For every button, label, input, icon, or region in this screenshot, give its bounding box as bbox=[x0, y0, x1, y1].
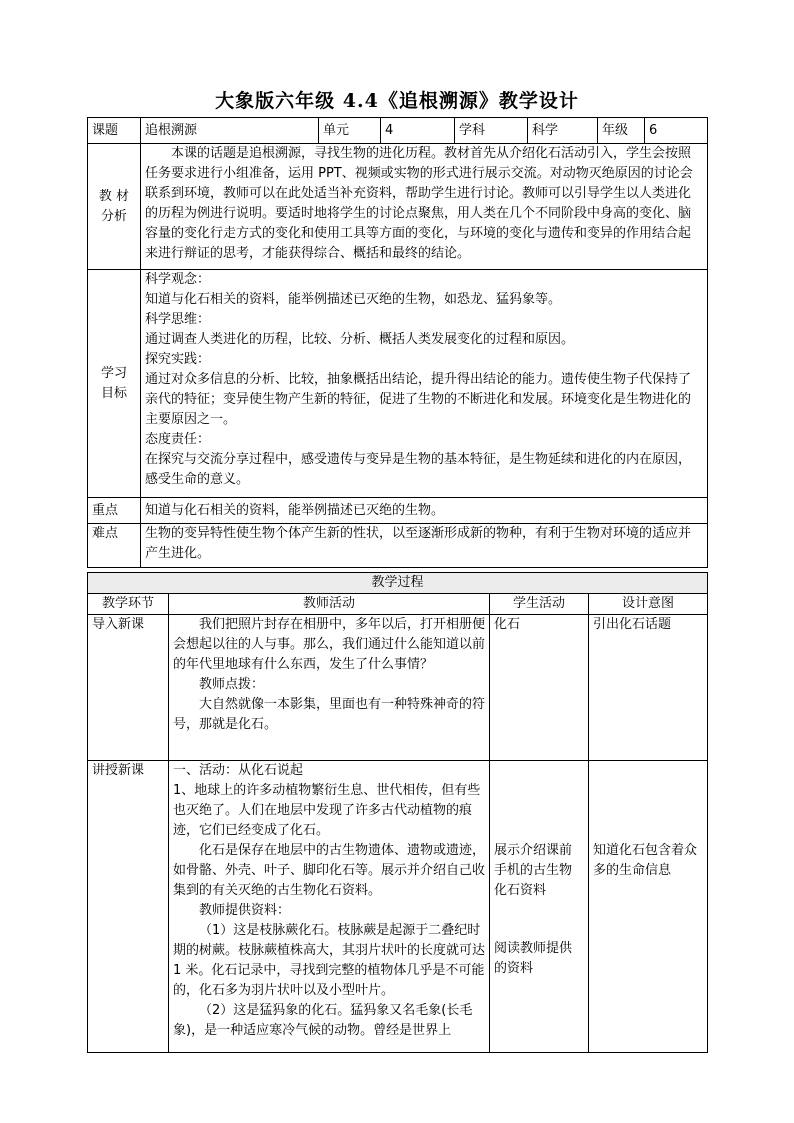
student-activity-new: 展示介绍课前手机的古生物化石资料 阅读教师提供的资料 bbox=[490, 761, 589, 1053]
subject-label: 学科 bbox=[455, 118, 528, 144]
process-table bbox=[87, 572, 708, 1053]
goals-content bbox=[141, 270, 708, 498]
design-intent-intro: 引出化石话题 bbox=[589, 615, 708, 761]
goal-line: 科学观念： bbox=[145, 272, 211, 287]
stage-intro: 导入新课 bbox=[88, 615, 169, 761]
goal-line: 通过对众多信息的分析、比较，抽象概括出结论，提升得出结论的能力。遗传使生物子代保持了亲代的特征；变异使生物产生新的特征，促进了生物的不断进化和发展。环境变化是生物进化的主要原因之一。 bbox=[145, 372, 692, 427]
goal-line: 科学思维： bbox=[145, 312, 211, 327]
stage-new: 讲授新课 bbox=[88, 761, 169, 1053]
difficulty-text: 生物的变异特性使生物个体产生新的性状，以至逐渐形成新的物种，有利于生物对环境的适应并产生进化。 bbox=[141, 524, 708, 568]
difficulty-label: 难点 bbox=[88, 524, 141, 568]
student-activity-intro: 化石 bbox=[490, 615, 589, 761]
grade-value: 6 bbox=[645, 118, 708, 144]
unit-value: 4 bbox=[381, 118, 455, 144]
goal-line: 通过调查人类进化的历程，比较、分析、概括人类发展变化的过程和原因。 bbox=[145, 332, 575, 347]
analysis-text: 本课的话题是追根溯源，寻找生物的进化历程。教材首先从介绍化石活动引入，学生会按照任务要求进行小组准备，运用 PPT、视频或实物的形式进行展示交流。对动物灭绝原因的讨论会联系到环境，教师可以在此处适当补充资料，帮助学生进行讨论。教师可以引导学生以人类进化的历程为例进行说明。要适时地将学生的讨论点聚焦，用人类在几个不同阶段中身高的变化、脑容量的变化行走方式的变化和使用工具等方面的变化，与环境的变化与遗传和变异的作用结合起来进行辩证的思考，才能获得综合、概括和最终的结论。 bbox=[141, 144, 708, 270]
key-point-label: 重点 bbox=[88, 498, 141, 524]
process-header: 教学过程 bbox=[88, 573, 708, 594]
column-student: 学生活动 bbox=[490, 594, 589, 615]
grade-label: 年级 bbox=[598, 118, 645, 144]
topic-label: 课题 bbox=[88, 118, 141, 144]
column-intent: 设计意图 bbox=[589, 594, 708, 615]
column-stage: 教学环节 bbox=[88, 594, 169, 615]
teacher-activity-new: 一、活动：从化石说起 1、地球上的许多动植物繁衍生息、世代相传，但有些也灭绝了。人们在地层中发现了许多古代动植物的痕迹，它们已经变成了化石。 化石是保存在地层中的古生物遗体、遗物或遗迹，如骨骼、外壳、叶子、脚印化石等。展示并介绍自己收集到的有关灭绝的古生物化石资料。 教师提供资料： （1）这是枝脉蕨化石。枝脉蕨是起源于二叠纪时期的树蕨。枝脉蕨植株高大，其羽片状叶的长度就可达 1 米。化石记录中，寻找到完整的植物体几乎是不可能的，化石多为羽片状叶以及小型叶片。 （2）这是猛犸象的化石。猛犸象又名毛象(长毛象)，是一种适应寒冷气候的动物。曾经是世界上 bbox=[169, 761, 490, 1053]
unit-label: 单元 bbox=[319, 118, 381, 144]
teacher-activity-intro: 我们把照片封存在相册中，多年以后，打开相册便会想起以往的人与事。那么，我们通过什么能知道以前的年代里地球有什么东西，发生了什么事情？ 教师点拨： 大自然就像一本影集，里面也有一种特殊神奇的符号，那就是化石。 bbox=[169, 615, 490, 761]
goal-line: 探究实践： bbox=[145, 352, 211, 367]
goal-line: 态度责任： bbox=[145, 432, 211, 447]
column-teacher: 教师活动 bbox=[169, 594, 490, 615]
goal-line: 在探究与交流分享过程中，感受遗传与变异是生物的基本特征，是生物延续和进化的内在原因，感受生命的意义。 bbox=[145, 452, 692, 487]
design-intent-new: 知道化石包含着众多的生命信息 bbox=[589, 761, 708, 1053]
topic-value: 追根溯源 bbox=[141, 118, 319, 144]
key-point-text: 知道与化石相关的资料，能举例描述已灭绝的生物。 bbox=[141, 498, 708, 524]
analysis-label: 教 材 分析 bbox=[88, 144, 141, 270]
document-title: 大象版六年级 4.4《追根溯源》教学设计 bbox=[215, 90, 579, 112]
subject-value: 科学 bbox=[528, 118, 598, 144]
goal-line: 知道与化石相关的资料，能举例描述已灭绝的生物，如恐龙、猛犸象等。 bbox=[145, 292, 562, 307]
lesson-info-table bbox=[87, 117, 708, 568]
goals-label: 学习 目标 bbox=[88, 270, 141, 498]
